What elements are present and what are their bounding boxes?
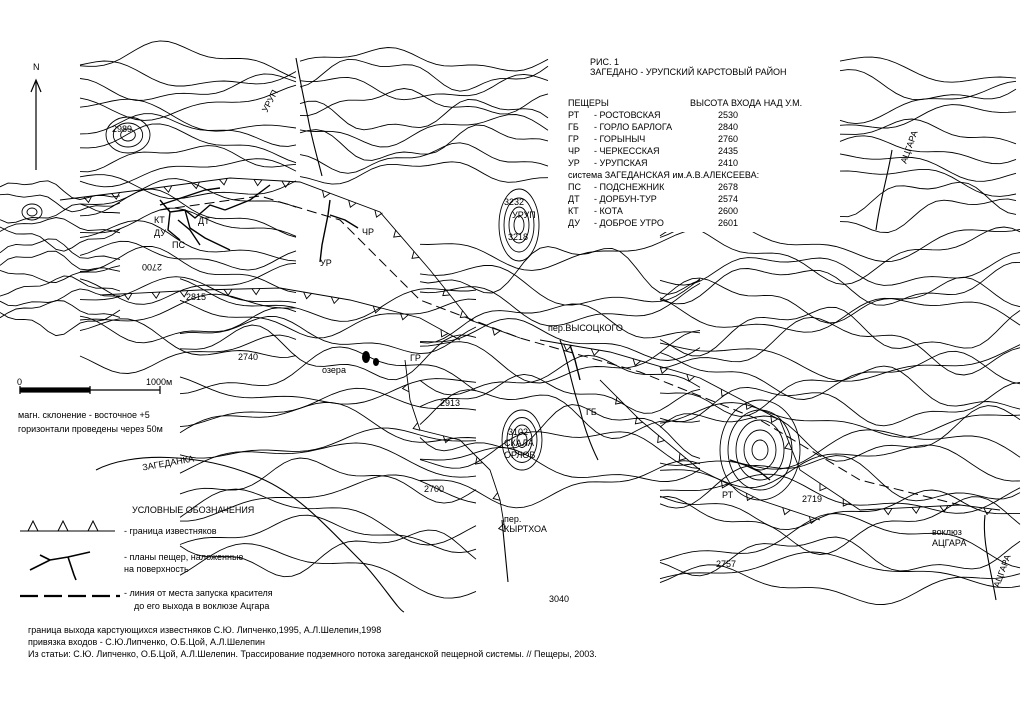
contour-line — [420, 374, 700, 413]
contour-line — [420, 390, 700, 439]
info-panel — [560, 52, 830, 232]
cave-label-rt: РТ — [722, 490, 734, 500]
contour-line — [80, 61, 296, 86]
vokluz-label-2: АЦГАРА — [932, 538, 967, 548]
contour-line — [840, 136, 1016, 164]
contour-line — [0, 289, 120, 306]
river-urup — [296, 58, 322, 176]
contour-line — [660, 430, 1020, 469]
elevation-label: 2989 — [112, 124, 133, 134]
legend-item-dye-trace-2: до его выхода в воклюзе Ацгара — [134, 601, 270, 611]
cave-name: - ДОБРОЕ УТРО — [594, 218, 664, 228]
contour-line — [840, 199, 1016, 233]
contour-line — [660, 298, 1020, 333]
cave-name: - ГОРЫНЫЧ — [594, 134, 646, 144]
elevation-label: 2700 — [424, 484, 445, 494]
dye-trace-line — [160, 196, 960, 505]
scale-bar — [20, 386, 160, 394]
legend-item-cave-plans-2: на поверхность — [124, 564, 189, 574]
contour-line — [420, 447, 700, 481]
contour-line — [660, 307, 1020, 356]
elevation-label: 2815 — [186, 292, 207, 302]
contour-line — [840, 169, 1016, 196]
contour-line — [660, 226, 1020, 284]
cave-alt: 2760 — [718, 134, 739, 144]
river-label-acgara: АЦГАРА — [898, 129, 920, 165]
contour-line — [660, 366, 1020, 416]
cave-label-du: ДУ — [154, 228, 166, 238]
contour-line — [660, 490, 1020, 530]
peak-contour — [106, 117, 150, 153]
contour-line — [420, 405, 700, 459]
boundary-tooth — [412, 251, 419, 258]
limestone-boundary-line — [405, 360, 505, 530]
boundary-tooth — [252, 289, 260, 295]
stream — [560, 340, 598, 460]
contour-line — [300, 59, 548, 91]
legend-title: УСЛОВНЫЕ ОБОЗНАЧЕНИЯ — [132, 505, 255, 515]
cave-label-dt: ДТ — [198, 216, 210, 226]
contour-line — [0, 301, 120, 318]
elevation-label: 2913 — [440, 398, 461, 408]
lakes-label: озера — [322, 365, 346, 375]
cave-alt: 2530 — [718, 110, 739, 120]
limestone-boundary-line — [60, 178, 520, 338]
contour-line — [840, 105, 1016, 128]
contour-line — [660, 445, 1020, 488]
north-arrow — [31, 80, 41, 170]
cave-alt: 2601 — [718, 218, 739, 228]
contour-line — [300, 89, 548, 116]
caves-header: ПЕЩЕРЫ — [568, 98, 609, 108]
cave-code: РТ — [568, 110, 580, 120]
credits — [28, 624, 597, 660]
cave-label-ps: ПС — [172, 240, 185, 250]
credit-line: граница выхода карстующихся известняков С.Ю. Липченко,1995, А.Л.Шелепин,1998 — [28, 625, 382, 635]
contour-line — [840, 57, 1016, 82]
contour-line — [80, 179, 296, 208]
lakes-shapes — [362, 351, 379, 366]
cave-code: ГР — [568, 134, 579, 144]
cave-code: ЧР — [568, 146, 581, 156]
cave-plan-urupskaya — [320, 200, 330, 262]
boundary-tooth — [254, 179, 262, 185]
peak-contour — [736, 420, 784, 480]
elevation-label: 3040 — [549, 594, 570, 604]
legend-item-cave-plans: - планы пещер, наложенные — [124, 552, 244, 562]
figure-number: РИС. 1 — [590, 57, 619, 67]
cave-label-ur: УР — [320, 258, 332, 268]
cave-code: ПС — [568, 182, 581, 192]
credit-line: привязка входов - С.Ю.Липченко, О.Б.Цой, А.Л.Шелепин — [28, 637, 265, 647]
elevation-label: 3102 — [508, 427, 529, 437]
contour-line — [840, 119, 1016, 144]
contour-line — [0, 251, 120, 271]
declination-note: магн. склонение - восточное +5 — [18, 410, 150, 420]
legend-item-boundary: - граница известняков — [124, 526, 217, 536]
peak-contour — [752, 440, 768, 460]
cave-code: КТ — [568, 206, 579, 216]
contour-line — [0, 227, 120, 251]
cave-label-chr: ЧР — [362, 227, 375, 237]
scale-start: 0 — [17, 377, 23, 387]
contour-line — [180, 515, 476, 552]
contour-line — [840, 154, 1016, 181]
contour-line — [300, 162, 548, 184]
elevation-label: 2740 — [238, 352, 259, 362]
elevation-label: 3218 — [508, 232, 529, 242]
boundary-tooth — [616, 397, 623, 404]
cave-name: - ЧЕРКЕССКАЯ — [594, 146, 660, 156]
cave-alt: 2840 — [718, 122, 739, 132]
river-label-zagedanka: ЗАГЕДАНКА — [141, 453, 195, 473]
boundary-tooth — [912, 507, 920, 513]
peak-contour — [720, 400, 800, 500]
cave-alt: 2435 — [718, 146, 739, 156]
rock-label: СКАЛА — [504, 438, 534, 448]
cave-label-kt: КТ — [154, 215, 165, 225]
cave-alt: 2600 — [718, 206, 739, 216]
cave-plan-cherkesskaya — [330, 215, 358, 228]
cave-alt: 2574 — [718, 194, 739, 204]
contour-line — [300, 143, 548, 174]
contour-line — [0, 194, 120, 212]
pass-vysotsky-label: пер.ВЫСОЦКОГО — [548, 323, 623, 333]
river-label-urup: УРУП — [259, 88, 280, 114]
contour-line — [0, 204, 120, 223]
contour-interval-note: горизонтали проведены через 50м — [18, 424, 163, 434]
contour-line — [840, 81, 1016, 123]
cave-name: - УРУПСКАЯ — [594, 158, 648, 168]
elevation-label: 2757 — [716, 559, 737, 569]
contour-line — [80, 319, 296, 358]
cave-name: - ГОРЛО БАРЛОГА — [594, 122, 673, 132]
cave-plan-gorlo — [570, 345, 580, 380]
cave-code: УР — [568, 158, 580, 168]
contour-line — [0, 276, 120, 296]
elevation-label: 2700 — [142, 262, 163, 272]
boundary-tooth — [394, 230, 401, 237]
elevation-label: 2719 — [802, 494, 823, 504]
cave-name: - КОТА — [594, 206, 623, 216]
contour-line — [300, 115, 548, 147]
contour-line — [300, 48, 548, 72]
legend-item-dye-trace: - линия от места запуска красителя — [124, 588, 273, 598]
scale-end: 1000м — [146, 377, 173, 387]
river-label-acgara-2: АЦГАРА — [991, 553, 1013, 589]
contour-line — [420, 355, 700, 395]
figure-title: ЗАГЕДАНО - УРУПСКИЙ КАРСТОВЫЙ РАЙОН — [590, 67, 787, 77]
contour-line — [80, 41, 296, 78]
peak-contour — [27, 208, 37, 216]
cave-alt: 2678 — [718, 182, 739, 192]
peak-contour — [728, 410, 792, 490]
dye-trace-path — [160, 196, 960, 505]
contour-line — [420, 330, 700, 383]
contour-line — [180, 377, 476, 404]
river-acgara — [876, 150, 892, 230]
vokluz-label: воклюз — [932, 527, 962, 537]
contour-line — [840, 182, 1016, 217]
credit-line: Из статьи: С.Ю. Липченко, О.Б.Цой, А.Л.Шелепин. Трассирование подземного потока загеданской пещерной системы. // Пещеры, 2003. — [28, 649, 597, 659]
contour-line — [660, 406, 1020, 462]
cave-code: ДУ — [568, 218, 580, 228]
north-label: N — [33, 62, 40, 72]
boundary-tooth — [460, 311, 467, 318]
cave-name: - ДОРБУН-ТУР — [594, 194, 657, 204]
peak-contour — [744, 430, 776, 470]
cave-alt: 2410 — [718, 158, 739, 168]
contour-line — [80, 221, 296, 261]
contour-line — [0, 218, 120, 233]
rock-label-2: ОРЛОВ — [504, 450, 536, 460]
legend-symbols — [20, 521, 120, 596]
boundary-tooth — [152, 292, 160, 298]
contour-line — [420, 266, 700, 306]
contour-line — [420, 283, 700, 325]
altitude-header: ВЫСОТА ВХОДА НАД У.М. — [690, 98, 803, 108]
contour-line — [660, 552, 1020, 588]
contour-line — [660, 456, 1020, 509]
contour-line — [180, 316, 476, 353]
elevation-label: 3232 — [504, 197, 525, 207]
contour-line — [0, 239, 120, 260]
contour-line — [180, 489, 476, 545]
boundary-tooth — [658, 435, 665, 442]
peak-label-urup: УРУП — [512, 210, 536, 220]
cave-code: ГБ — [568, 122, 579, 132]
boundary-tooth — [884, 508, 892, 514]
contour-line — [840, 70, 1016, 100]
system-title: система ЗАГЕДАНСКАЯ им.А.В.АЛЕКСЕЕВА: — [568, 170, 760, 180]
cave-code: ДТ — [568, 194, 580, 204]
pass-kyrtkhoa-label-2: КЫРТХОА — [504, 524, 547, 534]
cave-label-gb: ГБ — [586, 407, 597, 417]
boundary-tooth — [679, 453, 686, 460]
pass-kyrtkhoa-label: пер. — [504, 514, 522, 524]
boundary-tooth — [635, 417, 642, 424]
cave-name: - РОСТОВСКАЯ — [594, 110, 661, 120]
cave-label-gr: ГР — [410, 353, 421, 363]
contour-line — [80, 74, 296, 101]
cave-name: - ПОДСНЕЖНИК — [594, 182, 665, 192]
limestone-boundary-line — [600, 380, 823, 520]
